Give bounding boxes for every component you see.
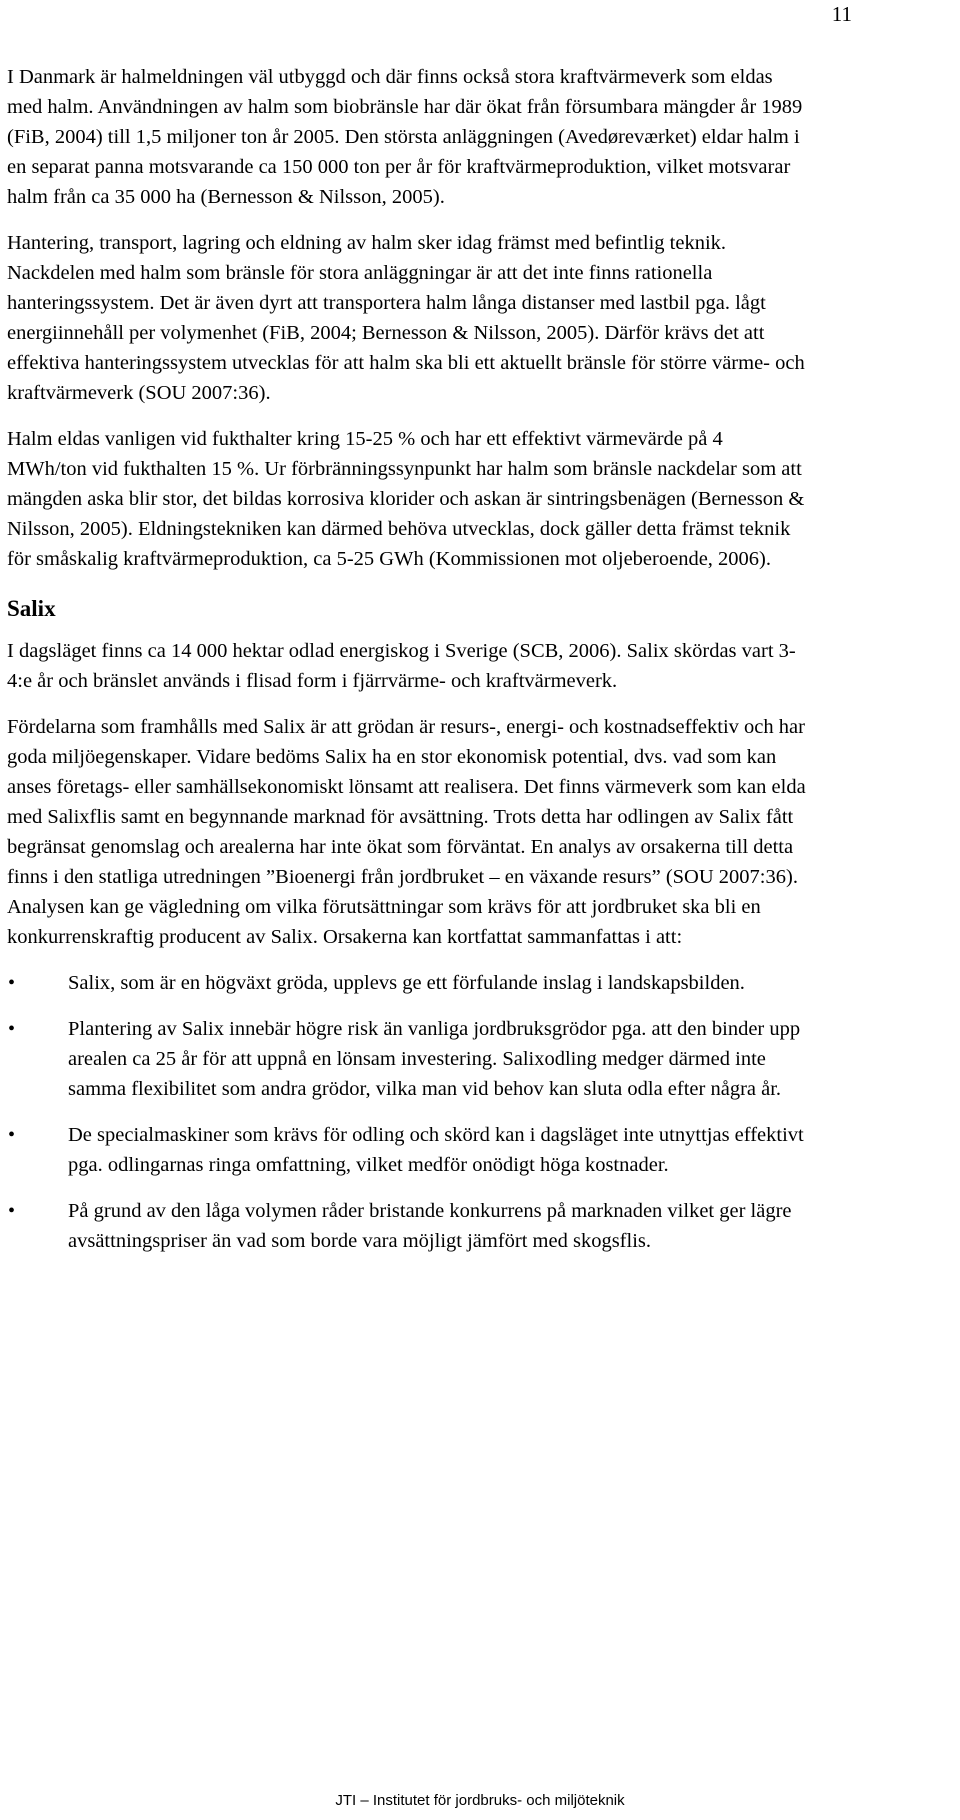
list-item-text: På grund av den låga volymen råder bristande konkurrens på marknaden vilket ger lägre avsättningspriser än vad som borde vara möjligt jämfört med skogsflis. <box>68 1200 792 1252</box>
bullet-icon: • <box>8 972 16 994</box>
bullet-icon: • <box>8 1200 16 1222</box>
list-item <box>7 968 807 998</box>
paragraph-straw-handling: Hantering, transport, lagring och eldning av halm sker idag främst med befintlig teknik. Nackdelen med halm som bränsle för stora anläggningar är att det inte finns rationella hanteringssystem. Det är även dyrt att transportera halm långa distanser med lastbil pga. lågt energiinnehåll per volymenhet (FiB, 2004; Bernesson & Nilsson, 2005). Därför krävs det att effektiva hanteringssystem utvecklas för att halm ska bli ett aktuellt bränsle för större värme- och kraftvärmeverk (SOU 2007:36). <box>7 232 805 404</box>
bullet-icon: • <box>8 1018 16 1040</box>
page-number: 11 <box>831 2 852 26</box>
list-item <box>7 1196 807 1256</box>
list-item <box>7 1014 807 1104</box>
page-footer: JTI – Institutet för jordbruks- och miljöteknik <box>335 1792 625 1809</box>
list-item-text: Plantering av Salix innebär högre risk än vanliga jordbruksgrödor pga. att den binder upp arealen ca 25 år för att uppnå en lönsam investering. Salixodling medger därmed inte samma flexibilitet som andra grödor, vilka man vid behov kan sluta odla efter några år. <box>68 1018 801 1100</box>
reasons-list <box>7 968 807 1256</box>
paragraph-straw-combustion: Halm eldas vanligen vid fukthalter kring 15-25 % och har ett effektivt värmevärde på 4 MWh/ton vid fukthalten 15 %. Ur förbränningssynpunkt har halm som bränsle nackdelar som att mängden aska blir stor, det bildas korrosiva klorider och askan är sintringsbenägen (Bernesson & Nilsson, 2005). Eldningstekniken kan därmed behöva utvecklas, dock gäller detta främst teknik för småskalig kraftvärmeproduktion, ca 5-25 GWh (Kommissionen mot oljeberoende, 2006). <box>7 428 805 570</box>
list-item <box>7 1120 807 1180</box>
bullet-icon: • <box>8 1124 16 1146</box>
section-heading-salix: Salix <box>7 596 56 621</box>
page-content <box>7 62 807 1272</box>
paragraph-salix-area: I dagsläget finns ca 14 000 hektar odlad energiskog i Sverige (SCB, 2006). Salix skördas vart 3-4:e år och bränslet används i flisad form i fjärrvärme- och kraftvärmeverk. <box>7 640 796 692</box>
list-item-text: Salix, som är en högväxt gröda, upplevs ge ett förfulande inslag i landskapsbilden. <box>68 972 745 994</box>
paragraph-denmark-straw: I Danmark är halmeldningen väl utbyggd och där finns också stora kraftvärmeverk som eldas med halm. Användningen av halm som biobränsle har där ökat från försumbara mängder år 1989 (FiB, 2004) till 1,5 miljoner ton år 2005. Den största anläggningen (Avedøreværket) eldar halm i en separat panna motsvarande ca 150 000 ton per år för kraftvärmeproduktion, vilket motsvarar halm från ca 35 000 ha (Bernesson & Nilsson, 2005). <box>7 66 803 208</box>
list-item-text: De specialmaskiner som krävs för odling och skörd kan i dagsläget inte utnyttjas effektivt pga. odlingarnas ringa omfattning, vilket medför onödigt höga kostnader. <box>68 1124 804 1176</box>
paragraph-salix-advantages: Fördelarna som framhålls med Salix är att grödan är resurs-, energi- och kostnadseffektiv och har goda miljöegenskaper. Vidare bedöms Salix ha en stor ekonomisk potential, dvs. vad som kan anses företags- eller samhällsekonomiskt lönsamt att realisera. Det finns värmeverk som kan elda med Salixflis samt en begynnande marknad för avsättning. Trots detta har odlingen av Salix fått begränsat genomslag och arealerna har inte ökat som förväntat. En analys av orsakerna till detta finns i den statliga utredningen ”Bioenergi från jordbruket – en växande resurs” (SOU 2007:36). Analysen kan ge vägledning om vilka förutsättningar som krävs för att jordbruket ska bli en konkurrenskraftig producent av Salix. Orsakerna kan kortfattat sammanfattas i att: <box>7 716 806 948</box>
